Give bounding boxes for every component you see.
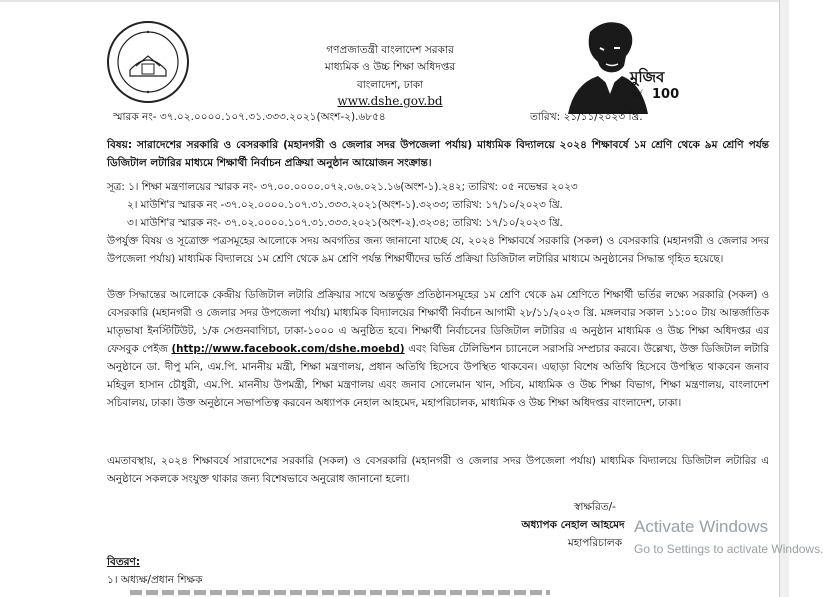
body-paragraph-2 [107, 286, 769, 412]
svg-text:বর্ষ: বর্ষ [632, 91, 642, 101]
activation-watermark-title: Activate Windows [634, 517, 769, 536]
header-website-link[interactable]: www.dshe.gov.bd [337, 94, 443, 108]
mujib-portrait-icon [560, 14, 678, 114]
reference-item: সূত্র: ১। শিক্ষা মন্ত্রণালয়ের স্মারক নং- ৩৭.০০.০০০০.০৭২.০৬.০২১.১৬(অংশ-১).২৪২; তারিখ: ০৫ নভেম্বর ২০২৩ [107, 181, 578, 193]
references-block [107, 178, 769, 232]
paragraph-2-text-cont: এবং বিভিন্ন টেলিভিশন চ্যানেলে সরাসরি সম্প্রচার করবে। উল্লেখ্য, উক্ত ডিজিটাল লটারি অনুষ্ঠানে ডা. দীপু মনি, এম.পি. মাননীয় মন্ত্রী, শিক্ষা মন্ত্রণালয়, প্রধান অতিথি হিসেবে উপস্থিত থাকবেন। এছাড়া বিশেষ অতিথি হিসেবে উপস্থিত থাকবেন জনাব মহিবুল হাসান চৌধুরী, এম.পি. মাননীয় উপমন্ত্রী, শিক্ষা মন্ত্রণালয় এবং জনাব সোলেমান খান, সচিব, মাধ্যমিক ও উচ্চ শিক্ষা বিভাগ, শিক্ষা মন্ত্রণালয়, বাংলাদেশ সচিবালয়, ঢাকা। উক্ত অনুষ্ঠানে সভাপতিত্ব করবেন অধ্যাপক নেহাল আহমেদ, মহাপরিচালক, মাধ্যমিক ও উচ্চ শিক্ষা অধিদপ্তর বাংলাদেশ, ঢাকা। [107, 343, 769, 409]
body-paragraph-1: উপর্যুক্ত বিষয় ও সূত্রোক্ত পত্রসমূহের আলোকে সদয় অবগতির জন্য জানানো যাচ্ছে যে, ২০২৪ শিক্ষাবর্ষে সরকারি (সকল) ও বেসরকারি (মহানগরী ও জেলার সদর উপজেলা পর্যায়) মাধ্যমিক বিদ্যালয়ে ১ম শ্রেণি থেকে ৯ম শ্রেণি পর্যন্ত শিক্ষার্থীদের ভর্তি প্রক্রিয়া ডিজিটাল লটারির মাধ্যমে অনুষ্ঠানের সিদ্ধান্ত গৃহিত হয়েছে। [107, 235, 769, 265]
signature-title: মহাপরিচালক [567, 537, 623, 549]
cut-off-text-line [130, 590, 550, 595]
subject-line: বিষয়: সারাদেশের সরকারি ও বেসরকারি (মহানগরী ও জেলার সদর উপজেলা পর্যায়) মাধ্যমিক বিদ্যালয়ে ২০২৪ শিক্ষাবর্ষে ১ম শ্রেণি থেকে ৯ম শ্রেণি পর্যন্ত ডিজিটাল লটারির মাধ্যমে শিক্ষার্থী নির্বাচন প্রক্রিয়া অনুষ্ঠান আয়োজন সংক্রান্ত। [107, 139, 769, 169]
viewer-top-edge [0, 0, 779, 2]
header-directorate: মাধ্যমিক ও উচ্চ শিক্ষা অধিদপ্তর [324, 61, 456, 73]
memo-date: তারিখ: ২১/১১/২০২৩ খ্রি. [530, 111, 643, 123]
reference-item: ৩। মাউশি'র স্মারক নং- ৩৭.০২.০০০০.১০৭.৩১.৩৩৩.২০২১(অংশ-২).৩২৩৪; তারিখ: ১৭/১০/২০২৩ খ্রি. [127, 217, 563, 229]
header-government: গণপ্রজাতন্ত্রী বাংলাদেশ সরকার [326, 44, 454, 56]
paragraph-2-text: উক্ত সিদ্ধান্তের আলোকে কেন্দ্রীয় ডিজিটাল লটারি প্রক্রিয়ার সাথে অন্তর্ভুক্ত প্রতিষ্ঠানসমূহের ১ম শ্রেণি থেকে ৯ম শ্রেণিতে শিক্ষার্থী ভর্তির লক্ষ্যে সরকারি (সকল) ও বেসরকারি (মহানগরী ও জেলার সদর উপজেলা পর্যায়) মাধ্যমিক বিদ্যালয়ের শিক্ষার্থী নির্বাচন আগামী ২৮/১১/২০২৩ খ্রি. মঙ্গলবার সকাল ১১:০০ টায় আন্তর্জাতিক মাতৃভাষা ইনস্টিটিউট, ১/ক সেগুনবাগিচা, ঢাকা-১০০০ এ অনুষ্ঠিত হবে। শিক্ষার্থী নির্বাচনের ডিজিটাল লটারির এ অনুষ্ঠান মাধ্যমিক ও উচ্চ শিক্ষা অধিদপ্তর এর ফেসবুক পেইজ [107, 289, 769, 355]
svg-text:মুজিব: মুজিব [630, 68, 665, 86]
signature-name: অধ্যাপক নেহাল আহমেদ [521, 519, 625, 531]
government-seal-icon [106, 20, 190, 104]
body-paragraph-3: এমতাবস্থায়, ২০২৪ শিক্ষাবর্ষে সারাদেশের সরকারি (সকল) ও বেসরকারি (মহানগরী ও জেলার সদর উপজেলা পর্যায়) মাধ্যমিক বিদ্যালয়ে ডিজিটাল লটারির এ অনুষ্ঠানে সকলকে সংযুক্ত থাকার জন্য বিশেষভাবে অনুরোধ জানানো হলো। [107, 455, 769, 485]
facebook-page-link[interactable]: (http://www.facebook.com/dshe.moebd) [171, 343, 405, 355]
distribution-title: বিতরণ: [107, 556, 141, 568]
activation-watermark-subtitle: Go to Settings to activate Windows. [634, 542, 823, 556]
memo-number: স্মারক নং- ৩৭.০২.০০০০.১০৭.৩১.৩৩৩.২০২১(অংশ-২).৬৮৫৪ [113, 111, 386, 123]
viewer-scrollbar[interactable] [779, 0, 789, 597]
reference-item: ২। মাউশি'র স্মারক নং -৩৭.০২.০০০০.১০৭.৩১.৩৩৩.২০২১(অংশ-১).৩২৩৩; তারিখ: ১৭/১০/২০২৩ খ্রি. [127, 199, 563, 211]
signature-signed: স্বাক্ষরিত/- [574, 501, 616, 513]
distribution-item: ১। অধ্যক্ষ/প্রধান শিক্ষক [107, 574, 203, 586]
svg-text:100: 100 [652, 87, 680, 102]
header-location: বাংলাদেশ, ঢাকা [356, 79, 424, 91]
